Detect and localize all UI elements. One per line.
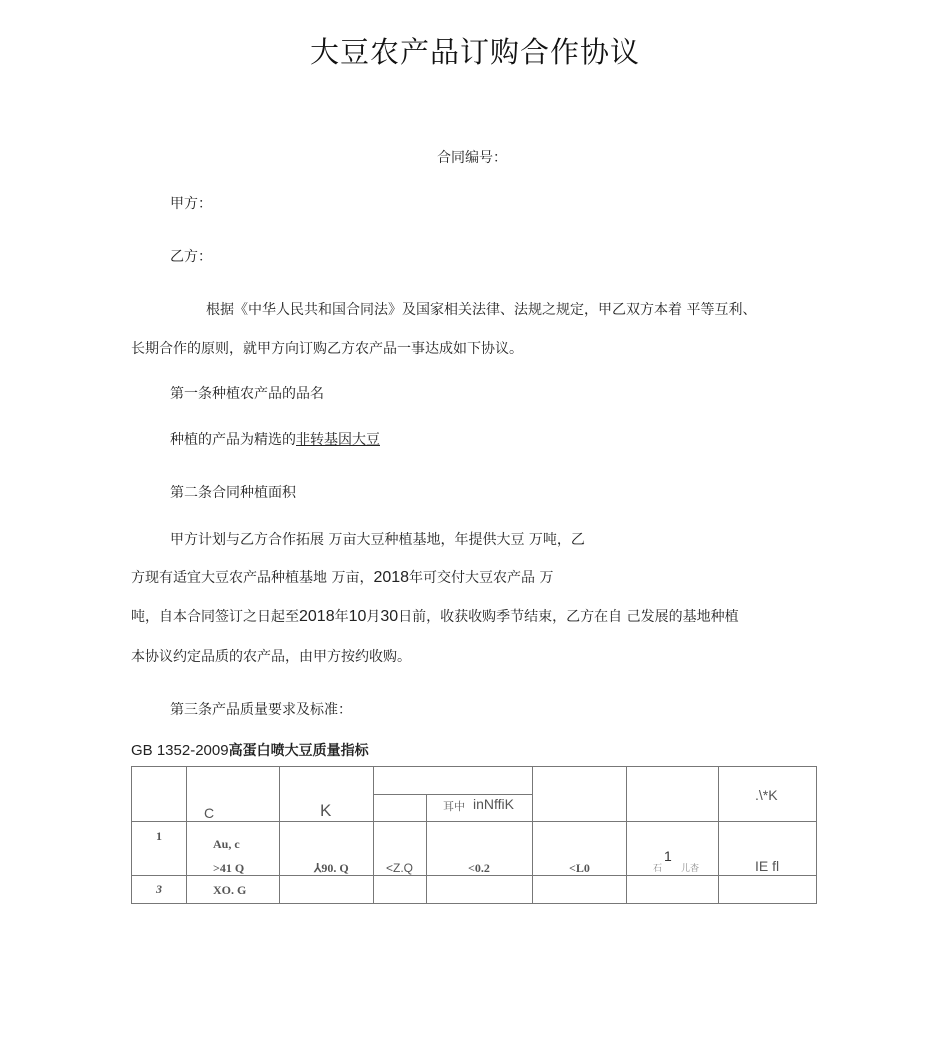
header-group-cell <box>374 767 533 795</box>
intro-line-1: 根据《中华人民共和国合同法》及国家相关法律、法规之规定，甲乙双方本着 平等互利、 <box>206 302 757 318</box>
year-2018-a: 2018 <box>373 569 410 586</box>
row-1-index-cell <box>132 822 187 876</box>
document-title: 大豆农产品订购合作协议 <box>309 35 640 69</box>
table-row-1 <box>132 822 817 876</box>
header-sub-cell-1 <box>374 795 427 822</box>
row-1-col-5-value: <L0 <box>569 861 590 875</box>
header-sub-label-2: inNffiK <box>473 796 514 812</box>
intro-line-2: 长期合作的原则，就甲方向订购乙方农产品一事达成如下协议。 <box>131 341 523 357</box>
header-cell-c <box>187 767 280 822</box>
header-cell-k <box>280 767 374 822</box>
article-2-line-3-c: 月 <box>366 609 381 625</box>
row-2-col-1 <box>187 876 280 904</box>
header-cell-7 <box>627 767 719 822</box>
row-1-col-2 <box>280 822 374 876</box>
day-30: 30 <box>380 608 399 625</box>
row-1-col-6 <box>627 822 719 876</box>
row-2-col-3 <box>374 876 427 904</box>
header-cell-last <box>719 767 817 822</box>
article-1-title: 第一条种植农产品的品名 <box>170 386 324 402</box>
row-2-col-6 <box>627 876 719 904</box>
month-10: 10 <box>348 608 367 625</box>
row-1-col-3-value: <Z.Q <box>386 861 414 875</box>
standard-code: GB 1352-2009 <box>131 742 229 759</box>
article-2-line-2 <box>131 568 554 588</box>
row-1-col-1-top: Au, c <box>213 837 240 851</box>
header-c: C <box>204 805 215 821</box>
table-header-row-1 <box>132 767 817 795</box>
row-2-col-7 <box>719 876 817 904</box>
header-sub-cell-2 <box>427 795 533 822</box>
row-1-col-1-value: >41 Q <box>213 861 245 875</box>
article-2-line-3-b: 年 <box>334 609 349 625</box>
article-2-line-4: 本协议约定品质的农产品，由甲方按约收购。 <box>131 649 411 665</box>
header-cell-index <box>132 767 187 822</box>
row-2-col-5 <box>533 876 627 904</box>
article-1-text <box>170 430 380 450</box>
row-1-col-5 <box>533 822 627 876</box>
header-k: K <box>320 801 332 820</box>
row-2-index: 3 <box>156 882 162 896</box>
row-1-col-2-value: ⅄90. Q <box>314 861 349 875</box>
header-cell-6 <box>533 767 627 822</box>
row-1-col-7 <box>719 822 817 876</box>
header-last: .\*K <box>755 787 778 803</box>
article-2-line-3 <box>131 607 739 627</box>
table-row-2 <box>132 876 817 904</box>
row-1-index: 1 <box>156 829 162 843</box>
contract-number-label: 合同编号： <box>437 150 507 166</box>
row-1-col-3 <box>374 822 427 876</box>
row-1-col-4-value: <0.2 <box>468 861 490 875</box>
row-1-col-6-b: 儿杳 <box>681 864 700 874</box>
article-2-line-3-a: 吨，自本合同签订之日起至 <box>131 609 299 625</box>
article-2-title: 第二条合同种植面积 <box>170 485 296 501</box>
row-2-col-1-value: XO. G <box>213 883 247 897</box>
quality-table <box>131 766 817 904</box>
product-name: 非转基因大豆 <box>296 432 380 448</box>
article-2-line-3-d: 日前，收获收购季节结束，乙方在自 己发展的基地种植 <box>398 609 739 625</box>
party-a-label: 甲方： <box>170 196 212 212</box>
row-2-col-2 <box>280 876 374 904</box>
row-1-col-4 <box>427 822 533 876</box>
article-2-line-1: 甲方计划与乙方合作拓展 万亩大豆种植基地，年提供大豆 万吨，乙 <box>170 532 585 548</box>
header-sub-label: 耳中 <box>443 800 465 813</box>
article-2-line-2-a: 方现有适宜大豆农产品种植基地 万亩， <box>131 570 374 586</box>
row-1-col-7-value: IE fl <box>755 858 780 874</box>
article-2-line-2-b: 年可交付大豆农产品 万 <box>409 570 554 586</box>
year-2018-b: 2018 <box>299 608 335 625</box>
article-3-title: 第三条产品质量要求及标准： <box>170 702 352 718</box>
standard-title: 高蛋白喷大豆质量指标 <box>228 743 369 759</box>
article-1-prefix: 种植的产品为精选的 <box>170 432 296 448</box>
row-1-col-6-a: 石 <box>653 864 663 874</box>
row-2-col-4 <box>427 876 533 904</box>
table-caption <box>131 740 369 760</box>
row-1-col-6-top: 1 <box>664 848 672 864</box>
row-2-index-cell <box>132 876 187 904</box>
row-1-col-1 <box>187 822 280 876</box>
party-b-label: 乙方： <box>170 249 212 265</box>
